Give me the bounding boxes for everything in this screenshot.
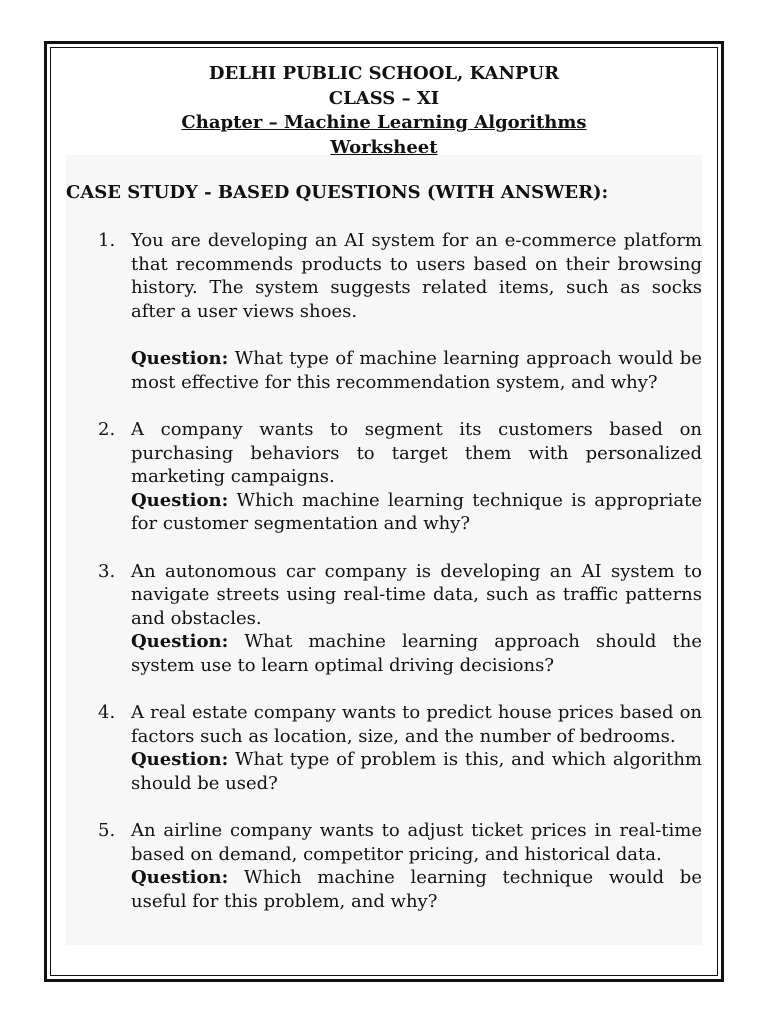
list-item [66, 819, 702, 913]
school-name: DELHI PUBLIC SCHOOL, KANPUR [208, 63, 560, 84]
question-body: Which machine learning technique would be useful for this problem, and why? [131, 867, 702, 912]
question-body: What machine learning approach should the system use to learn optimal driving decisions? [131, 631, 702, 676]
question-text [131, 748, 702, 795]
question-label: Question: [131, 749, 229, 770]
item-number: 1. [98, 230, 116, 251]
item-number: 4. [98, 702, 116, 723]
question-text [131, 489, 702, 536]
class-label: CLASS – XI [328, 87, 440, 109]
question-text [131, 630, 702, 677]
item-number: 3. [98, 560, 116, 582]
scenario-text: An autonomous car company is developing an AI system to navigate streets using real-time data, such as traffic patterns and obstacles. [131, 560, 702, 629]
list-item [66, 418, 702, 536]
scenario-text: An airline company wants to adjust ticket prices in real-time based on demand, competitor pricing, and historical data. [131, 820, 702, 865]
list-item [66, 701, 702, 795]
question-body: What type of machine learning approach would be most effective for this recommendation system, and why? [131, 348, 702, 393]
chapter-title: Chapter – Machine Learning Algorithms [181, 112, 587, 133]
question-text [131, 347, 702, 394]
question-list [66, 229, 702, 913]
scenario-text: A real estate company wants to predict house prices based on factors such as location, size, and the number of bedrooms. [131, 702, 702, 747]
list-item [66, 229, 702, 394]
question-body: What type of problem is this, and which algorithm should be used? [131, 749, 702, 794]
question-label: Question: [131, 867, 229, 888]
section-title: CASE STUDY - BASED QUESTIONS (WITH ANSWER): [66, 182, 609, 203]
worksheet-label: Worksheet [330, 136, 438, 158]
item-number: 5. [98, 820, 116, 841]
scenario-text: A company wants to segment its customers based on purchasing behaviors to target them with personalized marketing campaigns. [131, 419, 702, 487]
worksheet-header [0, 62, 768, 160]
question-label: Question: [131, 348, 229, 369]
question-label: Question: [131, 631, 229, 652]
list-item [66, 560, 702, 678]
question-label: Question: [131, 489, 229, 511]
item-number: 2. [98, 419, 116, 440]
question-body: Which machine learning technique is appropriate for customer segmentation and why? [131, 489, 702, 534]
question-text [131, 866, 702, 913]
scenario-text: You are developing an AI system for an e-commerce platform that recommends products to users based on their browsing history. The system suggests related items, such as socks after a user views shoes. [131, 230, 702, 322]
